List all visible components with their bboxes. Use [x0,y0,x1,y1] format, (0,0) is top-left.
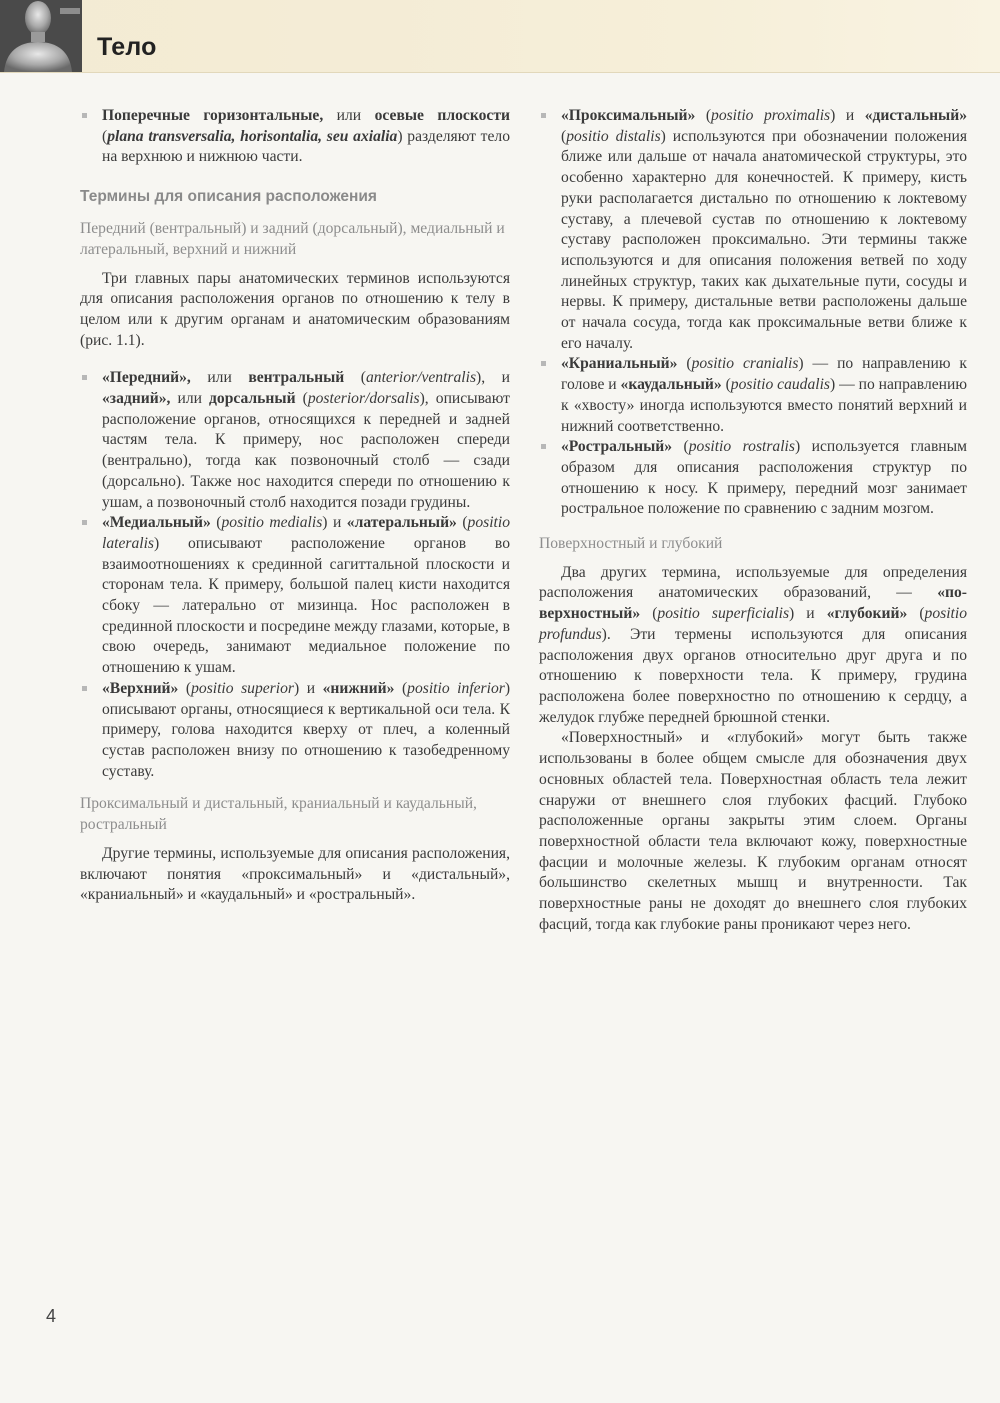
latin-term: positio profundus [539,605,967,643]
list-item [539,437,967,520]
list-item [80,679,510,783]
bullet-list-planes [80,106,510,168]
subheading: Передний (вентральный) и задний (дорсальный), медиальный и латеральный, верхний и нижний [80,220,505,258]
term-bold: «дистальный» [864,107,968,124]
bullet-marker [541,113,546,118]
text: ( [456,514,468,532]
term-bold: «задний», [102,390,171,408]
text: ) и [789,605,827,623]
text: ( [640,605,658,623]
text: ) описывают органы, относящиеся к вертикальной оси тела. К примеру, голова находится кверху от плеч, а коленный сустав расположен внизу по отношению к тазобедренному суставу. [102,679,511,780]
text: ( [210,514,222,532]
latin-term: positio proximalis [711,107,831,124]
list-item [80,106,510,168]
text: ) разделяют тело на верхнюю и нижнюю части. [102,127,510,166]
term-bold: осевые плоскости [374,107,510,124]
text: ( [721,376,731,394]
text: ) и [322,514,347,532]
bullet-marker [82,113,87,118]
term-bold: «Краниальный» [561,355,678,373]
term-bold: «поверхностный» [539,584,967,623]
term-bold: «Медиальный» [102,514,211,532]
text: Два других термина, используемые для определения расположения анатомических образований, — [539,563,967,602]
latin-term: positio inferior [407,679,505,697]
text: ) используются при обозначении положения ближе или дальше от начала анатомической структуры, это особенно характерно для конечностей. К примеру, кисть руки располагается дистально по отношению к локтевому суставу, а плечевой сустав по отношению к локтевому суставу расположен проксимально. Эти термины также используются и для описания положения ветвей по ходу линейных структур, таких как дыхательные пути, сосуды и нервы. К примеру, дистальные ветви расположены дальше от начала сосуда, тогда как проксимальные ветви ближе к его началу. [561,127,967,352]
list-item [539,354,967,437]
text: ( [672,438,689,456]
term-bold: «нижний» [322,679,395,697]
latin-term: positio distalis [566,127,661,145]
text: или [323,107,375,124]
section-heading: Термины для описания расположения [80,188,377,206]
latin-term: positio caudalis [730,376,830,394]
term-bold: «латеральный» [346,514,457,532]
text: ). Эти термены используются для описания расположения двух органов относительно друг друга и по отношению к поверхности тела. К примеру, грудина расположена более поверхностно по отношению к сердцу, а желудок глубже передней брюшной стенки. [539,625,967,726]
page-title: Тело [97,33,157,61]
text: ) и [830,107,865,124]
right-column [539,106,967,935]
text: ( [295,390,308,408]
page-header [0,0,1000,73]
latin-term: positio medialis [221,514,323,532]
text: ( [561,127,567,145]
list-item [80,368,510,513]
term-bold: «Передний», [102,369,191,387]
text: ( [344,369,366,387]
paragraph: Другие термины, используемые для описания расположения, включают понятия «проксимальный» и «дистальный», «краниальный» и «каудальный» и «ростральный». [80,844,510,904]
text: или [170,390,210,408]
text: ), и [476,369,510,387]
list-item [80,513,510,679]
bullet-marker [541,361,546,366]
bullet-marker [82,375,87,380]
paragraph [539,563,967,729]
paragraph: «Поверхностный» и «глубокий» могут быть также использованы в более общем смысле для обозначения двух основных областей тела. Поверхностная область тела лежит снаружи от внешнего слоя глубоких фасций. Глубоко расположенные органы закрыты этим слоем. Органы поверхностной области тела включают кожу, поверхностные фасции и молочные железы. К глубоким органам относят большинство скелетных мышц и внутренности. Так поверхностные раны не доходят до внешнего слоя глубоких фасций, тогда как глубокие раны проникают через него. [539,729,967,933]
term-bold: «Проксимальный» [561,107,696,124]
text: ) описывают расположение органов во взаимоотношениях к срединной сагиттальной плоскости и сторонам тела. К примеру, большой палец кисти находится сбоку — латерально от мизинца. Нос расположен в срединной плоскости и посредине между глазами, которые, в свою очередь, занимают медиальное положение по отношению к ушам. [102,534,511,677]
paragraph: Три главных пары анатомических терминов используются для описания расположения органов по отношению к телу в целом или к другим органам и анатомическим образованиям (рис. 1.1). [80,269,510,349]
page-number: 4 [46,1306,57,1326]
term-bold: «глубокий» [826,605,908,623]
text: ) — по направлению к «хвосту» иногда используются вместо понятий верхний и нижний соответственно. [561,376,967,435]
latin-term: positio superior [191,679,294,697]
latin-term: posterior/dorsalis [307,390,420,408]
term-bold: «Верхний» [102,679,179,697]
bullet-list-terms [80,368,510,782]
subheading: Поверхностный и глубокий [539,535,723,553]
list-item [539,106,967,354]
bullet-marker [541,444,546,449]
text: ( [695,107,712,124]
term-bold: вентральный [248,369,345,387]
bullet-marker [82,520,87,525]
human-figure-thumbnail-icon [0,0,82,72]
text: ( [677,355,692,373]
latin-term: plana transversalia, horisontalia, seu axialia [107,127,398,145]
text: ), описывают расположение органов, относящихся к передней и задней частям тела. К примеру, нос расположен спереди (вентрально), тогда как позвоночный столб — сзади (дорсально). Также нос находится спереди по отношению к ушам, а позвоночный столб находится позади грудины. [102,390,510,511]
text: ( [178,679,192,697]
term-bold: Поперечные горизонтальные, [102,107,324,124]
text: ) и [293,679,323,697]
subheading: Проксимальный и дистальный, краниальный и каудальный, ростральный [80,795,477,834]
text: ( [394,679,408,697]
latin-term: positio superficialis [657,605,790,623]
term-bold: «Ростральный» [561,438,673,456]
latin-term: positio cranialis [691,355,799,373]
text: ( [102,127,108,145]
text: ( [907,605,925,623]
term-bold: дорсальный [209,390,296,408]
text: ) — по направлению к голове и [561,355,967,394]
term-bold: «каудальный» [620,376,722,394]
text: или [190,369,249,387]
latin-term: positio lateralis [102,514,511,552]
text: ) используется главным образом для описания расположения структур по отношению к носу. К примеру, передний мозг занимает ростральное положение по сравнению с задним мозгом. [561,438,967,518]
bullet-marker [82,686,87,691]
left-column [80,106,510,906]
bullet-list-terms-continued [539,106,967,520]
latin-term: positio rostralis [688,438,795,456]
latin-term: anterior/ventralis [366,369,477,387]
